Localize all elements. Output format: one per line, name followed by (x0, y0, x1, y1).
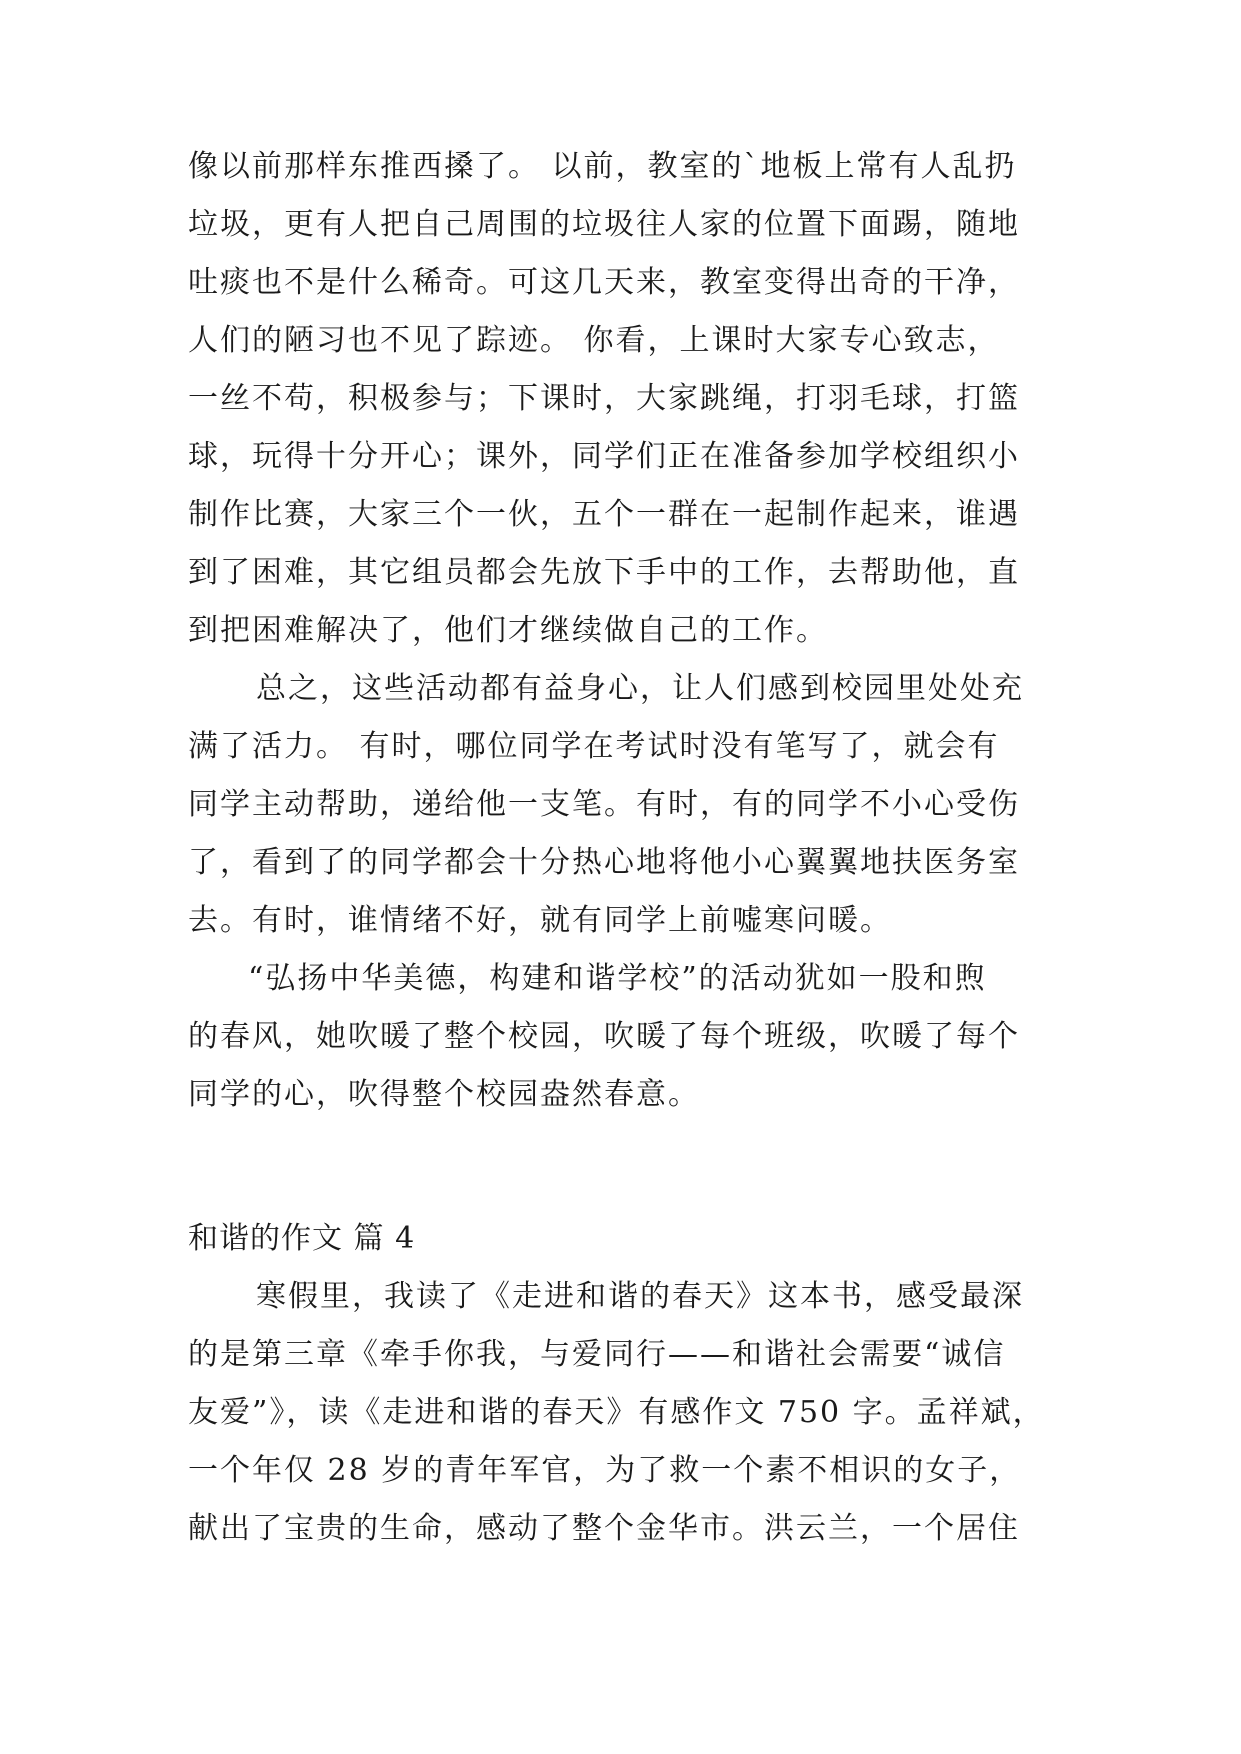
text-line: 一个年仅 28 岁的青年军官，为了救一个素不相识的女子， (188, 1453, 1022, 1488)
paragraph-first-line: “弘扬中华美德，构建和谐学校”的活动犹如一股和煦 (248, 961, 987, 996)
paragraph-first-line: 寒假里，我读了《走进和谐的春天》这本书，感受最深 (256, 1279, 1024, 1314)
text-line: 满了活力。 有时，哪位同学在考试时没有笔写了，就会有 (188, 729, 1000, 764)
text-line: 的是第三章《牵手你我，与爱同行——和谐社会需要“诚信 (188, 1337, 1006, 1372)
section-heading: 和谐的作文 篇 4 (188, 1221, 416, 1256)
text-line: 了，看到了的同学都会十分热心地将他小心翼翼地扶医务室 (188, 845, 1020, 880)
text-line: 一丝不苟，积极参与；下课时，大家跳绳，打羽毛球，打篮 (188, 381, 1020, 416)
text-line: 友爱”》，读《走进和谐的春天》有感作文 750 字。孟祥斌， (188, 1395, 1045, 1430)
paragraph-first-line: 总之，这些活动都有益身心，让人们感到校园里处处充 (256, 671, 1024, 706)
text-line: 同学的心，吹得整个校园盎然春意。 (188, 1077, 700, 1112)
text-line: 到把困难解决了，他们才继续做自己的工作。 (188, 613, 828, 648)
text-line: 到了困难，其它组员都会先放下手中的工作，去帮助他，直 (188, 555, 1020, 590)
text-line: 同学主动帮助，递给他一支笔。有时，有的同学不小心受伤 (188, 787, 1020, 822)
text-line: 像以前那样东推西搡了。 以前，教室的`地板上常有人乱扔 (188, 149, 1017, 184)
text-line: 去。有时，谁情绪不好，就有同学上前嘘寒问暖。 (188, 903, 892, 938)
text-line: 制作比赛，大家三个一伙，五个一群在一起制作起来，谁遇 (188, 497, 1020, 532)
text-line: 吐痰也不是什么稀奇。可这几天来，教室变得出奇的干净， (188, 265, 1020, 300)
text-line: 垃圾，更有人把自己周围的垃圾往人家的位置下面踢，随地 (188, 207, 1020, 242)
text-line: 人们的陋习也不见了踪迹。 你看，上课时大家专心致志， (188, 323, 1000, 358)
text-line: 的春风，她吹暖了整个校园，吹暖了每个班级，吹暖了每个 (188, 1019, 1020, 1054)
text-line: 献出了宝贵的生命，感动了整个金华市。洪云兰，一个居住 (188, 1511, 1020, 1546)
text-line: 球，玩得十分开心；课外，同学们正在准备参加学校组织小 (188, 439, 1020, 474)
